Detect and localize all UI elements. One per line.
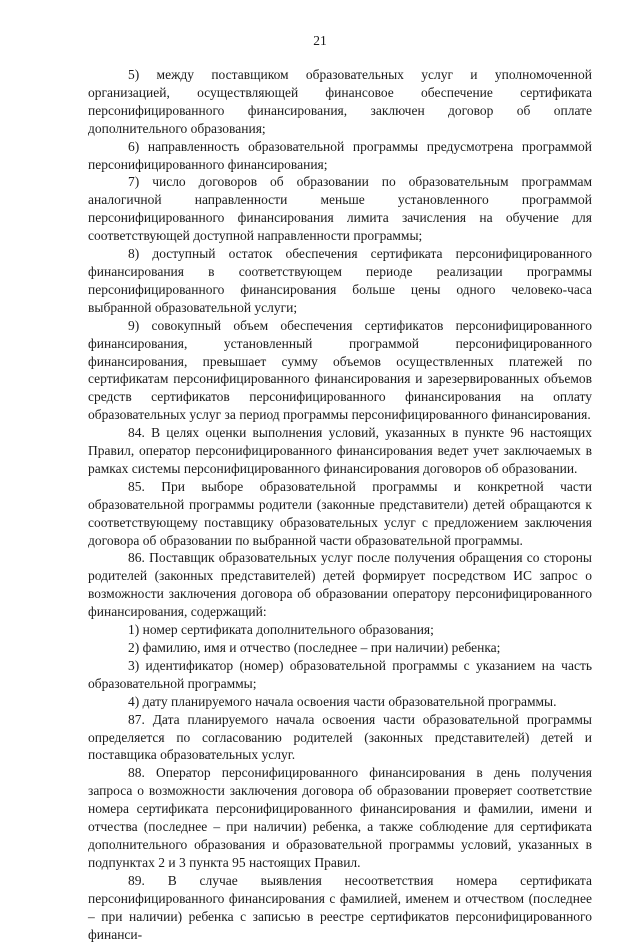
paragraph-clause-86: 86. Поставщик образовательных услуг после получения обращения со стороны родителей (законных представителей) детей формирует посредством ИС запрос о возможности заключения договора об образовании оператору персонифицированного финансирования, содержащий: [88,550,592,620]
paragraph-item-6: 6) направленность образовательной программы предусмотрена программой персонифицированного финансирования; [88,138,592,172]
paragraph-item-9: 9) совокупный объем обеспечения сертификатов персонифицированного финансирования, установленный программой персонифицированного финансирования, превышает сумму объемов осуществленных платежей по сертификатам персонифицированного финансирования и зарезервированных объемов средств сертификатов персонифицированного финансирования на оплату образовательных услуг за период программы персонифицированного финансирования. [88,317,592,423]
paragraph-subitem-1: 1) номер сертификата дополнительного образования; [128,622,434,638]
paragraph-item-7: 7) число договоров об образовании по образовательным программам аналогичной направленности меньше установленного программой персонифицированного финансирования лимита зачисления на обучение для соответствующей доступной направленности программы; [88,174,592,244]
paragraph-clause-87: 87. Дата планируемого начала освоения части образовательной программы определяется по согласованию родителей (законных представителей) детей и поставщика образовательных услуг. [88,711,592,763]
paragraph-subitem-4: 4) дату планируемого начала освоения части образовательной программы. [128,693,557,709]
paragraph-clause-85: 85. При выборе образовательной программы и конкретной части образовательной программы родители (законные представители) детей обращаются к соответствующему поставщику образовательных услуг с предложением заключения договора об образовании по выбранной части образовательной программы. [88,478,592,548]
paragraph-item-5: 5) между поставщиком образовательных услуг и уполномоченной организацией, осуществляющей финансовое обеспечение сертификата персонифицированного финансирования, заключен договор об оплате дополнительного образования; [88,67,592,136]
page-number: 21 [313,33,327,48]
document-body [88,66,592,943]
paragraph-clause-89: 89. В случае выявления несоответствия номера сертификата персонифицированного финансирования с фамилией, именем и отчеством (последнее – при наличии) ребенка с записью в реестре сертификатов персонифицированного финанси- [88,872,592,942]
paragraph-clause-84: 84. В целях оценки выполнения условий, указанных в пункте 96 настоящих Правил, оператор персонифицированного финансирования ведет учет заключаемых в рамках системы персонифицированного финансирования договоров об образовании. [88,425,592,476]
paragraph-subitem-3: 3) идентификатор (номер) образовательной программы с указанием на часть образовательной программы; [88,657,592,691]
paragraph-subitem-2: 2) фамилию, имя и отчество (последнее – при наличии) ребенка; [128,640,501,655]
paragraph-clause-88: 88. Оператор персонифицированного финансирования в день получения запроса о возможности заключения договора об образовании проверяет соответствие номера сертификата персонифицированного финансирования и фамилии, имени и отчества (последнее – при наличии) ребенка, а также соблюдение для сертификата дополнительного образования и образовательной программы условий, указанных в подпунктах 2 и 3 пункта 95 настоящих Правил. [88,765,592,870]
paragraph-item-8: 8) доступный остаток обеспечения сертификата персонифицированного финансирования в соответствующем периоде реализации программы персонифицированного финансирования больше цены одного человеко-часа выбранной образовательной услуги; [88,246,592,315]
